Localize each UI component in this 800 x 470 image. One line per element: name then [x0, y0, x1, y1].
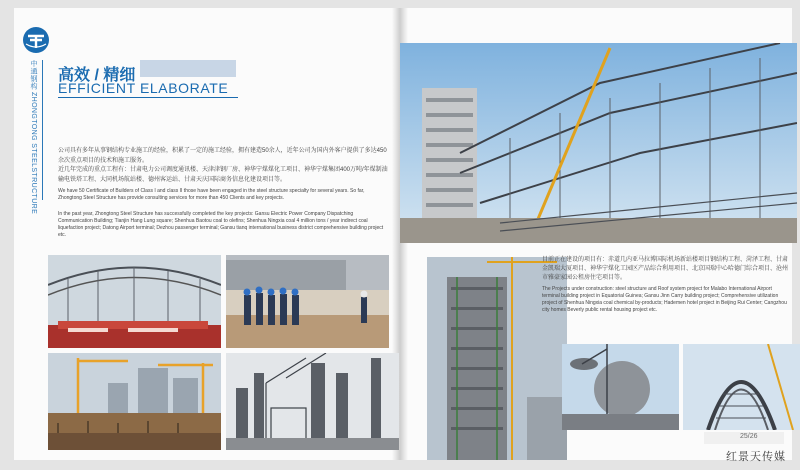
title-rule [58, 97, 238, 98]
vertical-brand-text: 中通钢构 ZHONGTONG STEELSTRUCTURE [30, 60, 37, 215]
industrial-towers-photo [226, 353, 399, 450]
page-number: 25/26 [740, 433, 758, 440]
worker-ceremony-photo [226, 255, 389, 348]
left-paragraph-cn-1: 公司具有多年从事钢结构专业施工的经验，积累了一定的施工经验，拥有建造50余人，近年公司为国内外客户提供了多达450余次重点项目的技术和施工服务。 [58, 148, 387, 164]
right-paragraph-cn: 目前正在建设的项目有：赤道几内亚马拉博国际机场新站楼项目钢结构工程、菏泽工程、甘肃金凯瑞大厦项目、神华宁煤化工园区产品综合利用项目、北京国瑞中心哈德门综合项目、沧州市雅豪家园公租房住宅项目等。 [542, 257, 789, 281]
left-paragraph-en-2: In the past year, Zhongtong Steel Structure has successfully completed the key projects: Gansu Electric Power Company Dispatching Communication Building; Tianjin Hang Lung square; Shenhua Baotou coal to olefins; Shenhua Ningxia coal 4 million tons / year indirect coal liquefaction project; Datong Airport terminal; Dezhou passenger terminal; Gansu tianq international business district comprehensive building project etc. [58, 211, 384, 238]
right-paragraph-en: The Projects under construction: steel structure and Roof system project for Malabo International Airport terminal building project in Equatorial Guinea; Gansu Jinn Carry building project; Comprehensive utilization project of Shenhua Ningxia coal chemical by-products; Hademen hotel project in Beijing Rui Center; Cangzhou city homes Beverly public rental housing project etc. [542, 286, 787, 313]
left-paragraph-en-1: We have 50 Certificate of Builders of Class I and class II those have been engaged in the steel structure specialty for several years. So far, Zhongtong Steel Structure has provide consulting services for more than 450 Clients and key projects. [58, 188, 365, 201]
section-title-en: EFFICIENT ELABORATE [58, 80, 229, 96]
title-accent-bar [140, 60, 236, 77]
media-watermark: 红景天传媒 [726, 451, 786, 463]
section-title-cn: 高效 / 精细 [58, 67, 136, 84]
arch-structure-photo [683, 344, 800, 430]
vertical-rule [42, 60, 43, 200]
dome-lift-photo [562, 344, 679, 430]
steel-frame-stadium-photo [400, 43, 797, 243]
company-logo [22, 26, 50, 54]
construction-site-cranes-photo [48, 353, 221, 450]
steel-truss-hall-photo [48, 255, 221, 348]
left-paragraph-cn-2: 近几年完成的重点工程有：甘肃电力公司调度通讯楼、天津津钢厂房、神华宁煤煤化工项目、神华宁煤集团400万吨/年煤制油输电铁塔工程、大同机场航站楼、德州客运站、甘肃天庆国际商务信息化建设项目等。 [58, 167, 388, 183]
